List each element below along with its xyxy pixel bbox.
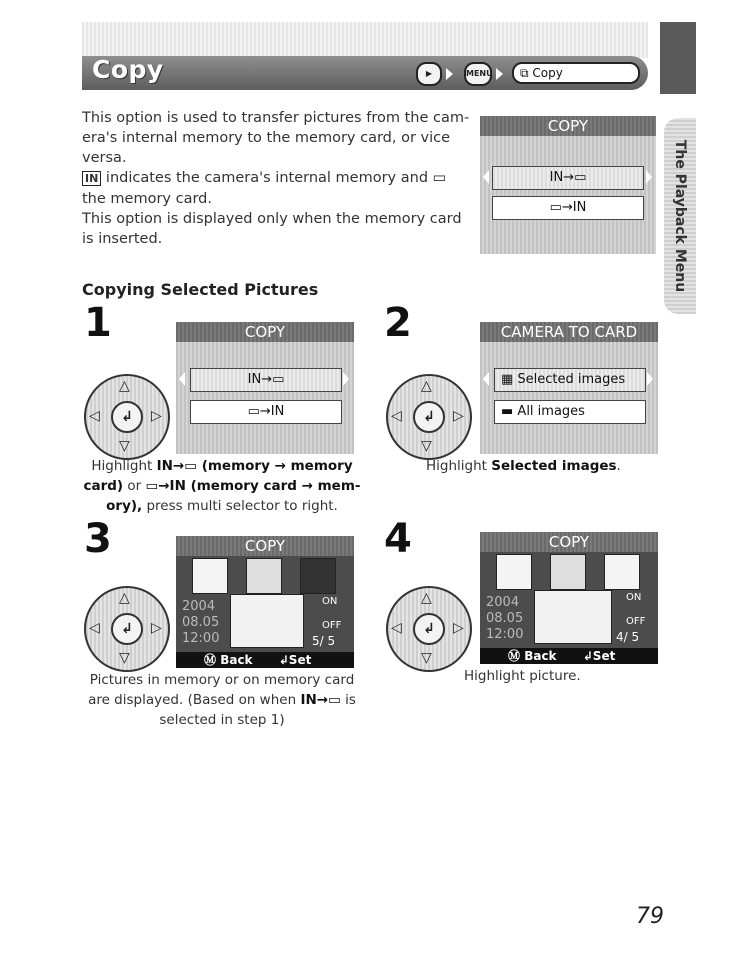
multi-selector-pad (84, 374, 170, 460)
left-arrow-icon: ◁ (391, 620, 402, 636)
step-number: 2 (384, 300, 412, 346)
step1-caption: Highlight IN→▭ (memory → memory card) or ▭→IN (memory card → mem- ory), press multi selector to right. (83, 458, 361, 514)
date-year: 2004 (182, 599, 216, 614)
chapter-tab (660, 22, 696, 94)
thumbnail-selected (246, 558, 282, 594)
thumbnail-selected (550, 554, 586, 590)
arrow-left-icon (483, 372, 489, 386)
screen-title: CAMERA TO CARD (480, 322, 658, 342)
left-arrow-icon: ◁ (89, 620, 100, 636)
multi-selector-pad (386, 586, 472, 672)
date-day: 08.05 (486, 611, 524, 626)
arrow-right-icon (647, 372, 653, 386)
copy-screen-preview (480, 116, 656, 254)
copy-icon: ⧉ (520, 66, 533, 80)
page-title: Copy (92, 55, 164, 84)
down-arrow-icon: ▽ (421, 438, 432, 454)
step1-screen (176, 322, 354, 454)
preview-picture (534, 590, 612, 644)
enter-icon: ↲ (582, 649, 593, 663)
internal-memory-icon: IN (82, 171, 101, 186)
step-number: 4 (384, 516, 412, 562)
all-images-icon: ▬ (501, 404, 518, 419)
step-number: 3 (84, 516, 112, 562)
thumbnail (604, 554, 640, 590)
screen-title: COPY (480, 116, 656, 136)
header-texture (82, 22, 648, 58)
up-arrow-icon: △ (421, 378, 432, 394)
arrow-left-icon (179, 372, 185, 386)
picture-counter: 4/ 5 (616, 630, 640, 644)
arrow-left-icon (483, 170, 489, 184)
off-label: OFF (322, 620, 342, 631)
thumbnail (192, 558, 228, 594)
menu-option-memory-to-card: IN→▭ (190, 368, 342, 392)
right-arrow-icon: ▷ (151, 408, 162, 424)
down-arrow-icon: ▽ (119, 438, 130, 454)
up-arrow-icon: △ (421, 590, 432, 606)
up-arrow-icon: △ (119, 378, 130, 394)
off-label: OFF (626, 616, 646, 627)
intro-text: This option is used to transfer pictures from the cam- era's internal memory to the memory card, or vice versa. IN indicates the camera's internal memory and ▭ the memory card. This option is displayed only when the memory card is inserted. (82, 110, 470, 247)
preview-picture (230, 594, 304, 648)
down-arrow-icon: ▽ (421, 650, 432, 666)
screen-title: COPY (480, 532, 658, 552)
memory-to-card-icon: IN→▭ (300, 692, 341, 708)
enter-button-icon: ↲ (111, 613, 143, 645)
page-number: 79 (636, 904, 664, 929)
thumbnail (300, 558, 336, 594)
step3-screen (176, 536, 354, 668)
screen-title: COPY (176, 322, 354, 342)
menu-option-all-images: ▬ All images (494, 400, 646, 424)
screen-title: COPY (176, 536, 354, 556)
time: 12:00 (486, 627, 524, 642)
right-arrow-icon: ▷ (453, 408, 464, 424)
time: 12:00 (182, 631, 220, 646)
menu-button-icon: MENU (464, 62, 492, 86)
step4-screen (480, 532, 658, 664)
right-arrow-icon: ▷ (453, 620, 464, 636)
step2-screen (480, 322, 658, 454)
date-year: 2004 (486, 595, 520, 610)
menu-option-memory-to-card: IN→▭ (492, 166, 644, 190)
menu-button-icon: Ⓜ (204, 653, 217, 667)
right-arrow-icon: ▷ (151, 620, 162, 636)
step3-caption: Pictures in memory or on memory card are displayed. (Based on when IN→▭ is selected in step 1) (88, 672, 356, 728)
on-label: ON (626, 592, 642, 603)
step2-caption: Highlight Selected images. (426, 458, 621, 474)
menu-option-selected-images: ▦ Selected images (494, 368, 646, 392)
up-arrow-icon: △ (119, 590, 130, 606)
enter-icon: ↲ (278, 653, 289, 667)
step-number: 1 (84, 300, 112, 346)
left-arrow-icon: ◁ (89, 408, 100, 424)
thumbnail (496, 554, 532, 590)
section-heading: Copying Selected Pictures (82, 280, 319, 299)
picture-counter: 5/ 5 (312, 634, 336, 648)
chevron-right-icon (496, 68, 503, 80)
enter-button-icon: ↲ (413, 613, 445, 645)
step4-caption: Highlight picture. (464, 668, 581, 684)
multi-selector-pad (84, 586, 170, 672)
menu-button-icon: Ⓜ (508, 649, 521, 663)
breadcrumb-copy: ⧉ Copy (512, 62, 640, 84)
selected-images-icon: ▦ (501, 372, 518, 387)
side-tab-label: The Playback Menu (672, 139, 688, 293)
date-day: 08.05 (182, 615, 220, 630)
memory-card-icon: ▭ (432, 170, 447, 186)
down-arrow-icon: ▽ (119, 650, 130, 666)
on-label: ON (322, 596, 338, 607)
menu-option-card-to-memory: ▭→IN (190, 400, 342, 424)
menu-option-card-to-memory: ▭→IN (492, 196, 644, 220)
screen-footer: Ⓜ Back ↲Set (176, 652, 354, 668)
arrow-right-icon (343, 372, 349, 386)
screen-footer: Ⓜ Back ↲Set (480, 648, 658, 664)
arrow-right-icon (646, 170, 652, 184)
chevron-right-icon (446, 68, 453, 80)
enter-button-icon: ↲ (413, 401, 445, 433)
playback-button-icon: ▶ (416, 62, 442, 86)
enter-button-icon: ↲ (111, 401, 143, 433)
multi-selector-pad (386, 374, 472, 460)
left-arrow-icon: ◁ (391, 408, 402, 424)
